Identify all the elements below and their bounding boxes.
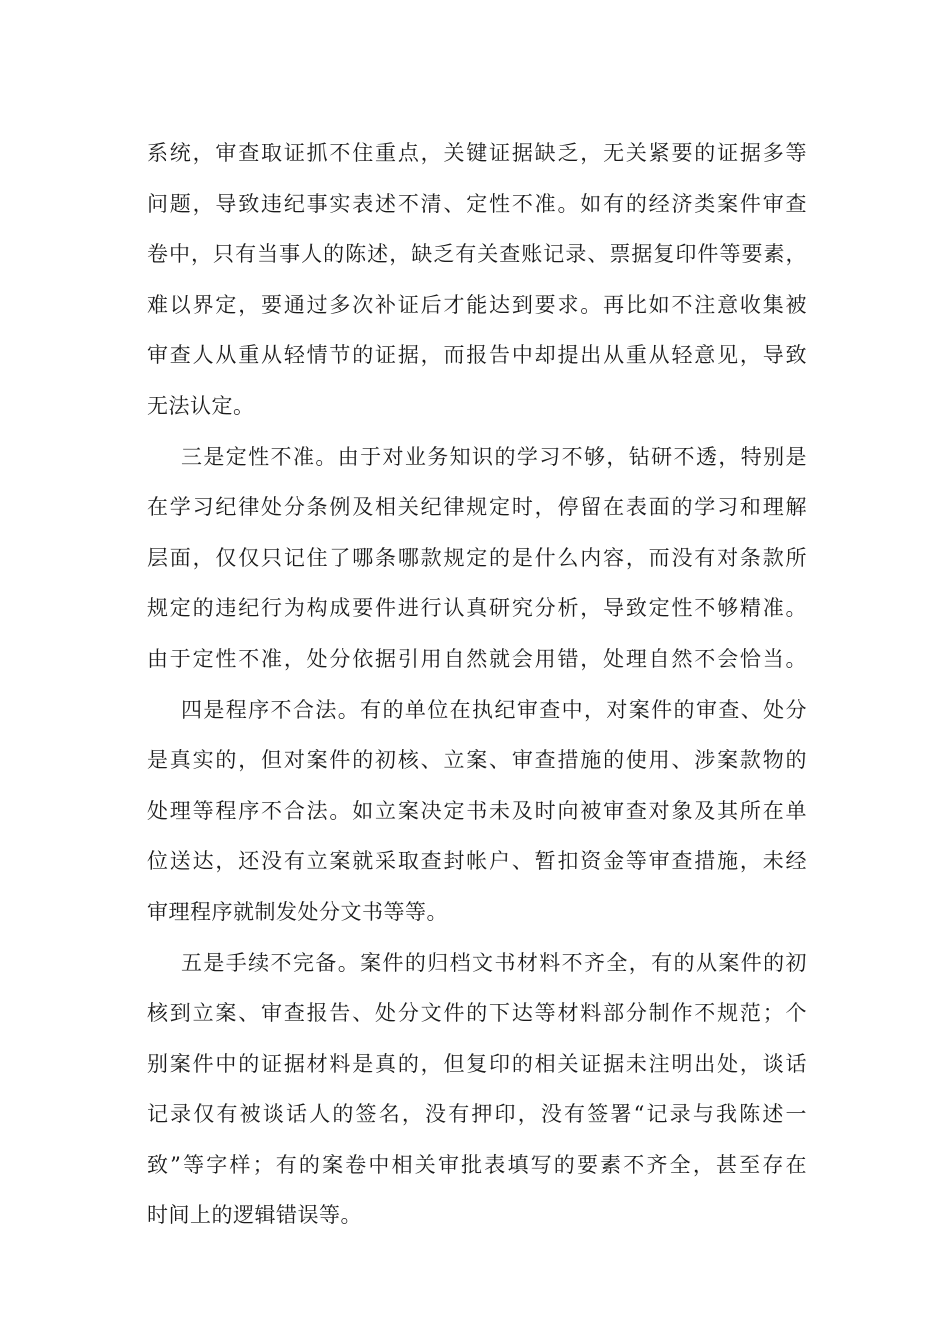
document-body [147,128,807,1241]
text-line: 时间上的逻辑错误等。 [147,1203,362,1228]
text-line: 在学习纪律处分条例及相关纪律规定时，停留在表面的学习和理解 [147,495,807,520]
text-line: 审查人从重从轻情节的证据，而报告中却提出从重从轻意见，导致 [147,343,807,368]
text-line: 是真实的，但对案件的初核、立案、审查措施的使用、涉案款物的 [147,748,807,773]
text-line: 记录仅有被谈话人的签名，没有押印，没有签署“记录与我陈述一 [147,1102,807,1127]
text-line: 层面，仅仅只记住了哪条哪款规定的是什么内容，而没有对条款所 [147,545,807,570]
text-line: 规定的违纪行为构成要件进行认真研究分析，导致定性不够精准。 [147,596,807,621]
paragraph-heading-line: 四是程序不合法。有的单位在执纪审查中，对案件的审查、处分 [181,697,807,722]
text-line: 由于定性不准，处分依据引用自然就会用错，处理自然不会恰当。 [147,646,807,671]
text-line: 位送达，还没有立案就采取查封帐户、暂扣资金等审查措施，未经 [147,849,807,874]
text-line: 难以界定，要通过多次补证后才能达到要求。再比如不注意收集被 [147,292,807,317]
paragraph-heading-line: 五是手续不完备。案件的归档文书材料不齐全，有的从案件的初 [181,950,807,975]
text-line: 别案件中的证据材料是真的，但复印的相关证据未注明出处，谈话 [147,1051,807,1076]
text-line: 致”等字样；有的案卷中相关审批表填写的要素不齐全，甚至存在 [147,1152,807,1177]
paragraph-heading-line: 三是定性不准。由于对业务知识的学习不够，钻研不透，特别是 [181,444,807,469]
text-line: 问题，导致违纪事实表述不清、定性不准。如有的经济类案件审查 [147,191,807,216]
text-line: 核到立案、审查报告、处分文件的下达等材料部分制作不规范；个 [147,1001,807,1026]
text-line: 审理程序就制发处分文书等等。 [147,899,448,924]
text-line: 卷中，只有当事人的陈述，缺乏有关查账记录、票据复印件等要素， [147,242,807,267]
text-line: 无法认定。 [147,393,255,418]
text-line: 处理等程序不合法。如立案决定书未及时向被审查对象及其所在单 [147,798,807,823]
text-line: 系统，审查取证抓不住重点，关键证据缺乏，无关紧要的证据多等 [147,141,807,165]
